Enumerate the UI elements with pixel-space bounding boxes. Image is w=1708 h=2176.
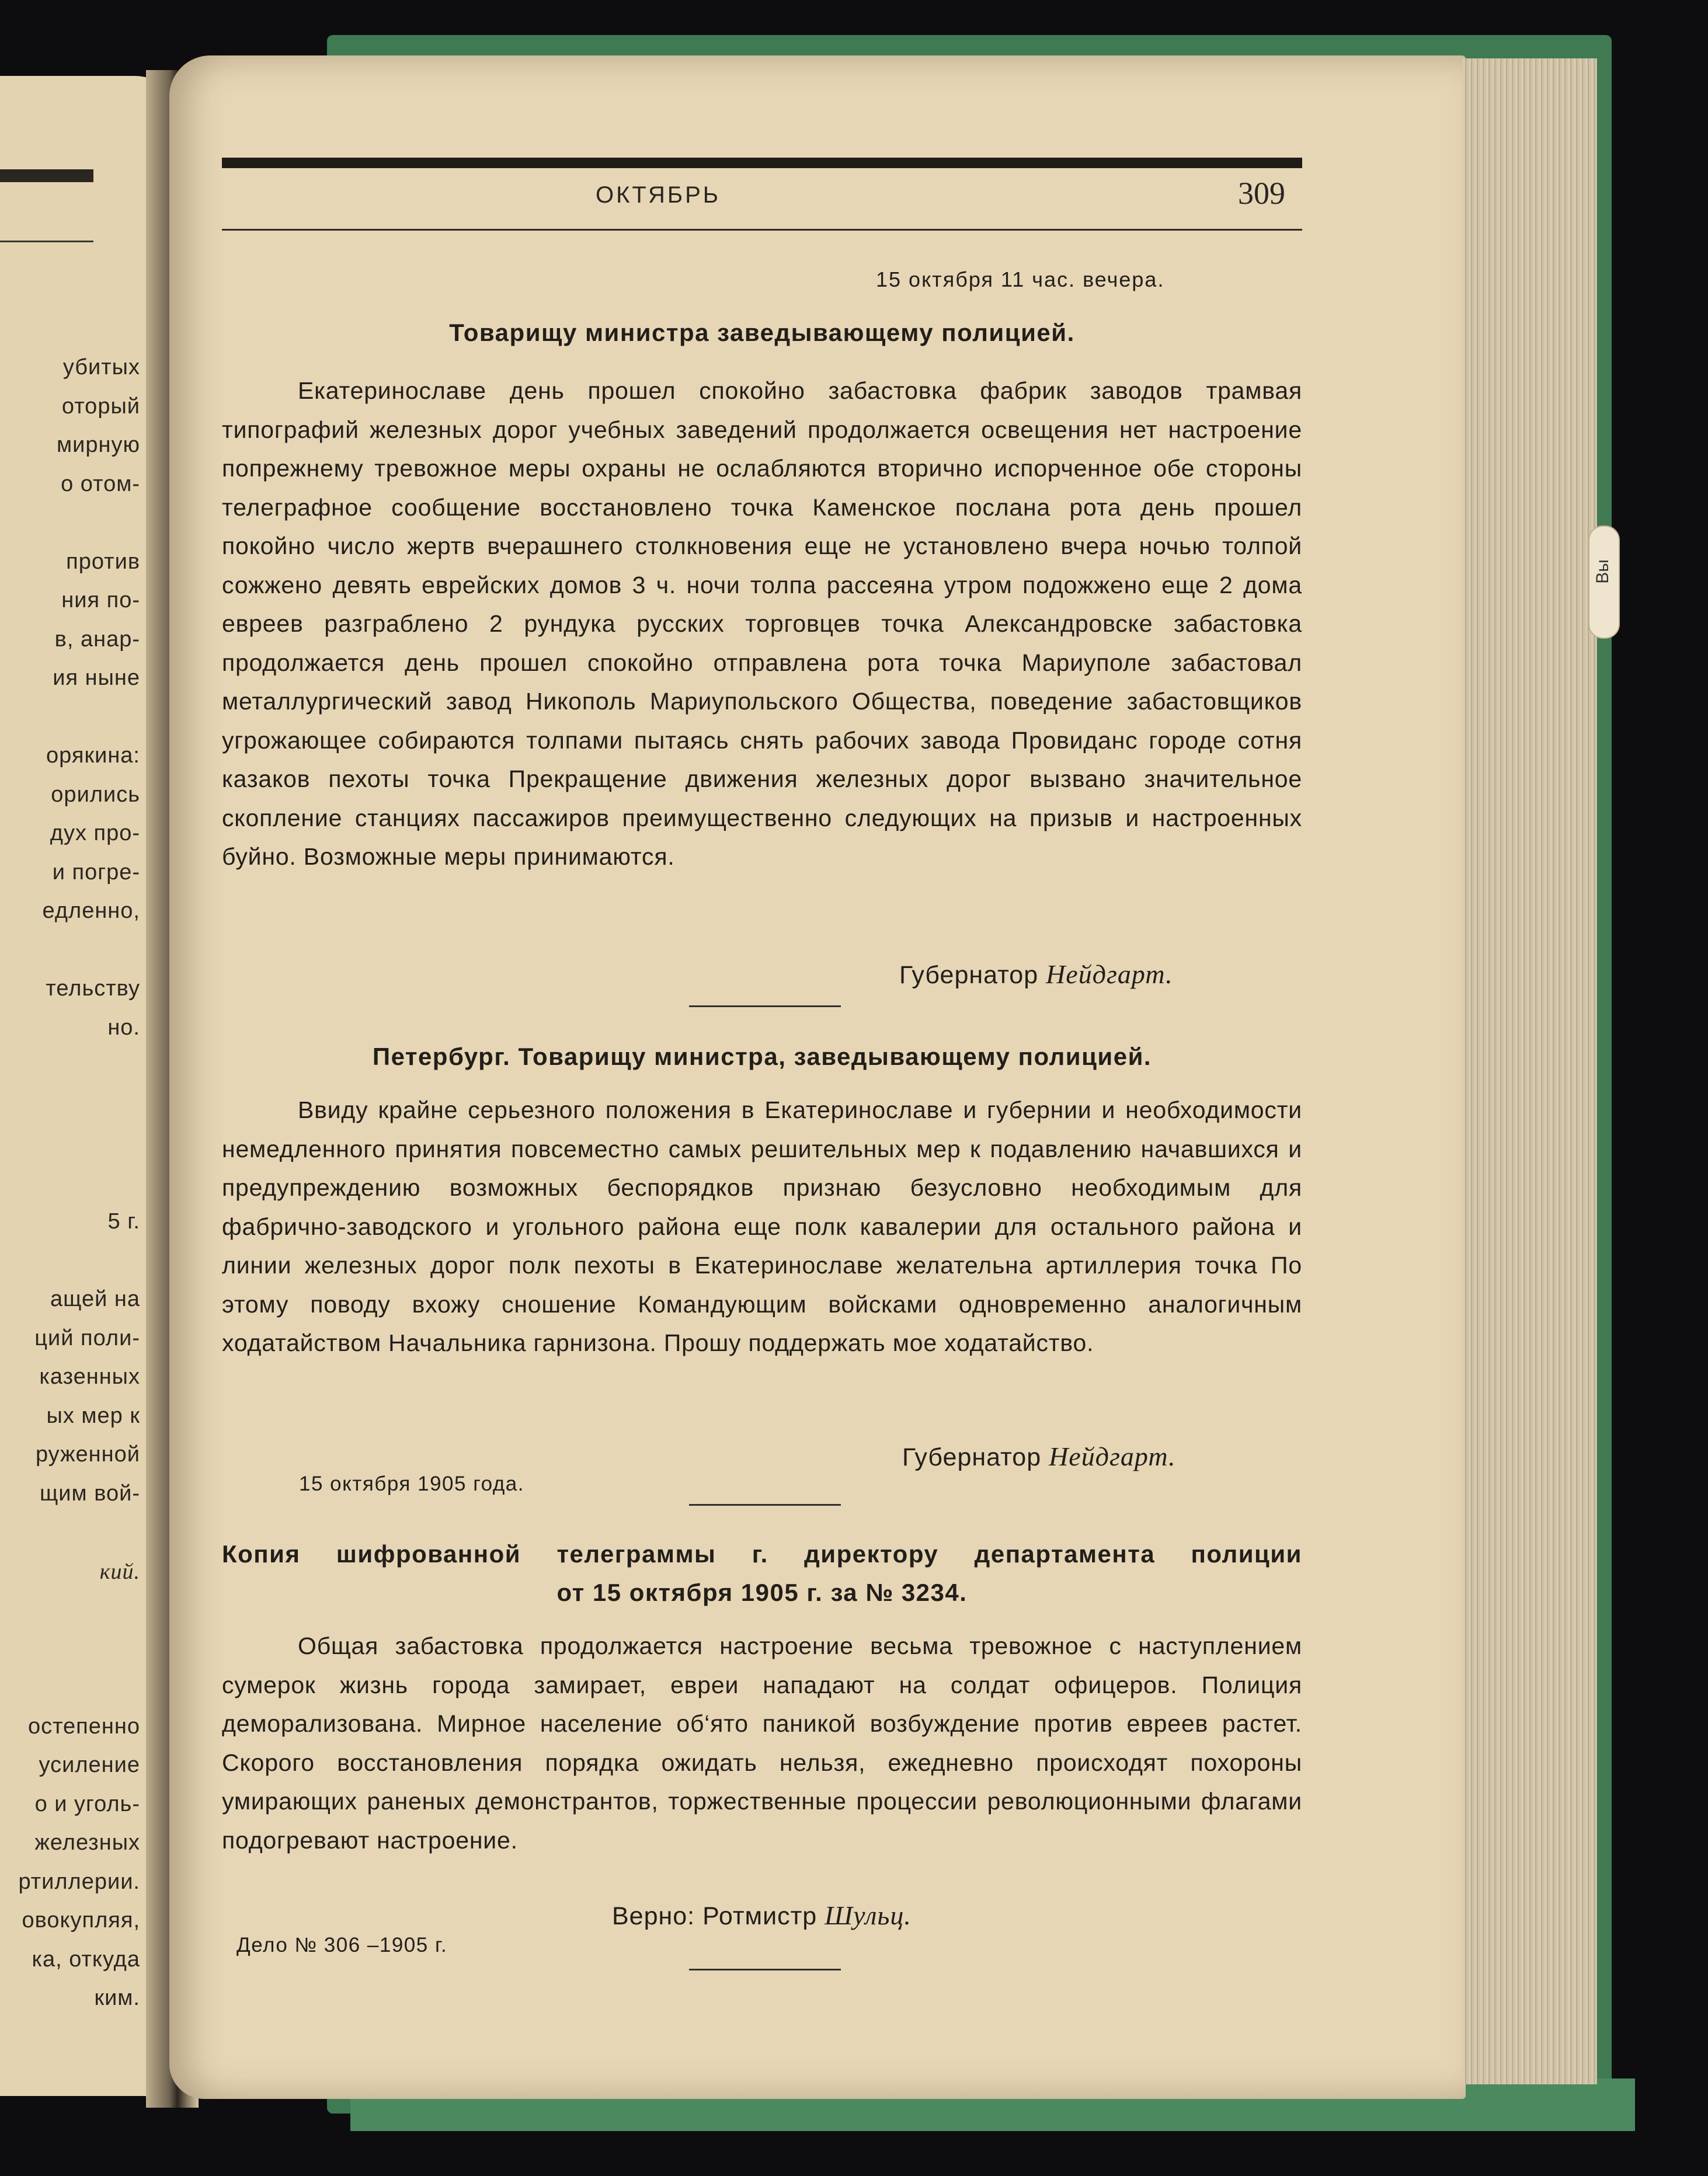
signature-name: Нейдгарт. (1046, 959, 1173, 989)
left-page-line: оторый (61, 394, 140, 419)
left-page-line: ия ныне (53, 666, 140, 690)
left-page-line: ащей на (50, 1287, 140, 1311)
left-page-line: ким. (94, 1986, 140, 2010)
left-page-line: орились (51, 782, 140, 807)
left-page-line: и погре- (52, 859, 140, 885)
left-page-line: 5 г. (107, 1209, 140, 1234)
left-page-line: убитых (62, 355, 140, 380)
left-page-line: в, анар- (54, 626, 140, 652)
page-edges (1463, 58, 1597, 2084)
section-1-signature (899, 959, 1173, 990)
section-divider (689, 1005, 841, 1007)
section-1-body (222, 371, 1302, 876)
section-divider (689, 1969, 841, 1970)
left-page-line: усиление (39, 1753, 140, 1777)
header-thick-rule (222, 158, 1302, 168)
section-3-heading-line-2: от 15 октября 1905 г. за № 3234. (556, 1579, 968, 1606)
signature-name: Нейдгарт. (1049, 1442, 1176, 1471)
left-page-line: ка, откуда (32, 1947, 140, 1972)
left-page-line: остепенно (27, 1714, 140, 1739)
left-page-running-rule (0, 241, 93, 242)
left-page-line: дух про- (50, 821, 140, 845)
left-page-line: мирную (57, 433, 140, 457)
section-1-paragraph: Екатеринославе день прошел спокойно забастовка фабрик заводов трамвая типографий железных дорог учебных заведений продолжается освещения нет настроение попрежнему тревожное меры охраны не ослабляются вторично испорченное обе стороны телеграфное сообщение восстановлено точка Каменское послана рота день прошел покойно число жертв вчерашнего столкновения еще не установлено вчера ночью толпой сожжено девять еврейских домов 3 ч. ночи толпа рассеяна утром подожжено еще 2 дома евреев разграблено 2 рундука русских торговцев точка Александровске забастовка продолжается день прошел спокойно отправлена рота точка Мариуполе забастовал металлургический завод Никополь Мариупольского Общества, поведение забастовщиков угрожающее собираются толпами пытаясь снять рабочих завода Провиданс городе сотня казаков пехоты точка Прекращение движения железных дорог вызвано значительное скопление станциях пассажиров преимущественно следующих на призыв и настроенных буйно. Возможные меры принимаются. (222, 377, 1302, 870)
signature-title: Губернатор (899, 961, 1039, 989)
section-1-heading: Товарищу министра заведывающему полицией. (449, 319, 1075, 346)
section-2-date-note: 15 октября 1905 года. (299, 1472, 524, 1495)
section-2-heading: Петербург. Товарищу министра, заведывающему полицией. (372, 1043, 1152, 1070)
attestation-name: Шульц. (825, 1900, 912, 1930)
left-page-line: но. (107, 1015, 140, 1040)
running-head: ОКТЯБРЬ (596, 182, 721, 208)
left-page-line: ния по- (61, 588, 140, 612)
left-page-line: о отом- (61, 471, 140, 496)
section-3-paragraph: Общая забастовка продолжается настроение весьма тревожное с наступлением сумерок жизнь города замирает, евреи нападают на солдат офицеров. Полиция деморализована. Мирное население об‘ято паникой возбуждение против евреев растет. Скорого восстановления порядка ожидать нельзя, ежедневно происходят похороны умирающих раненых демонстрантов, торжественные процессии революционными флагами подогревают настроение. (222, 1632, 1302, 1854)
signature-title: Губернатор (902, 1443, 1042, 1471)
section-2-signature (902, 1441, 1176, 1472)
left-page-line: овокупляя, (22, 1908, 140, 1933)
left-page-line: едленно, (42, 899, 140, 923)
left-page-line: ых мер к (46, 1403, 140, 1428)
left-page-line: против (66, 549, 140, 574)
left-page-line: орякина: (46, 743, 140, 768)
left-page-line: железных (34, 1830, 140, 1855)
section-2-paragraph: Ввиду крайне серьезного положения в Екатеринославе и губернии и необходимости немедленного принятия повсеместно самых решительных мер к подавлению начавшихся и предупреждению возможных беспорядков признаю безусловно необходимым для фабрично-заводского и угольного района еще полк кавалерии для остального района и линии железных дорог полк пехоты в Екатеринославе желательна артиллерия точка По этому поводу вхожу сношение Командующим войсками одновременно аналогичным ходатайством Начальника гарнизона. Прошу поддержать мое ходатайство. (222, 1096, 1302, 1356)
left-page-top-rule (0, 169, 93, 182)
section-3-heading-line-1: Копия шифрованной телеграммы г. директору департамента полиции (222, 1540, 1302, 1568)
left-page-line: руженной (35, 1442, 140, 1467)
page-number: 309 (1238, 176, 1285, 211)
left-page-line: казенных (39, 1364, 140, 1389)
bookmark-label: Вы (1592, 559, 1612, 584)
left-page-line: кий. (99, 1559, 140, 1584)
left-page-line: ртиллерии. (18, 1869, 140, 1894)
header-thin-rule (222, 229, 1302, 231)
left-page-line: ций поли- (34, 1325, 140, 1350)
section-divider (689, 1504, 841, 1506)
left-page-line: о и уголь- (34, 1791, 140, 1816)
left-page-line: тельству (46, 976, 140, 1001)
section-3-body (222, 1627, 1302, 1860)
left-page-line: щим вой- (40, 1481, 140, 1506)
bookmark-tab[interactable] (1588, 525, 1620, 639)
section-3-attestation (612, 1900, 912, 1931)
attestation-label: Верно: Ротмистр (612, 1902, 818, 1930)
section-2-body (222, 1091, 1302, 1363)
file-reference: Дело № 306 –1905 г. (236, 1934, 448, 1956)
section-1-dateline: 15 октября 11 час. вечера. (876, 267, 1165, 291)
